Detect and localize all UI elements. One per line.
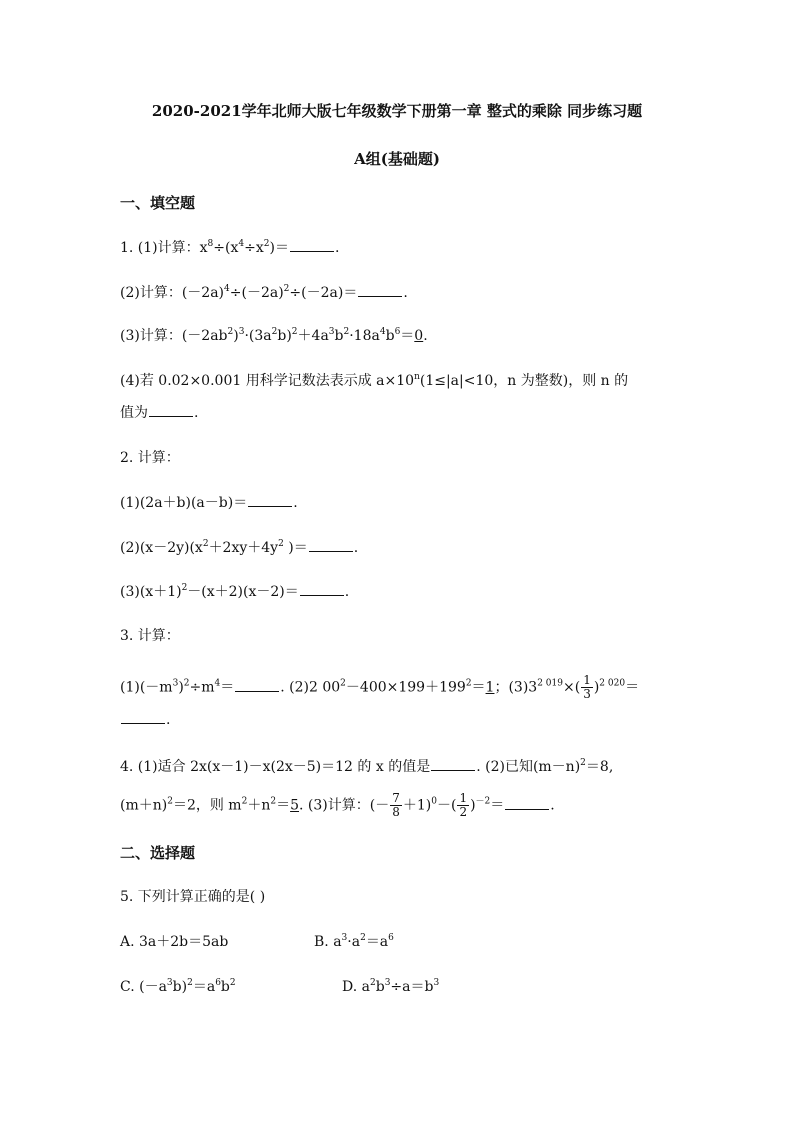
q3-line1: $(1)(-m^3)^2\div m^4=$ . (2)2 $00^2-400\times 199+199^2=1$；$(3)3^{2 019}\times$( $\frac{1}{3}$ )$^{2 020}$＝ (120, 673, 640, 701)
q1-part1: 1. (1)计算：$x^8\div(x^4\div x^2)=$ . (120, 239, 340, 256)
q5-option-d[interactable]: D. $a^2b^3\div a=b^3$ (342, 978, 440, 995)
section-multiple-choice: 二、选择题 (120, 844, 196, 862)
q5-option-b[interactable]: B. $a^3\cdot a^2=a^6$ (314, 933, 394, 950)
answer-blank[interactable] (149, 404, 193, 417)
section-fill-in: 一、填空题 (120, 194, 196, 212)
q2-heading: 2. 计算： (120, 450, 180, 466)
q5-heading: 5. 下列计算正确的是( ) (120, 889, 266, 905)
answer-blank[interactable] (290, 239, 334, 252)
q4-line1: 4. (1)适合 2x(x－1)－x(2x－5)＝12 的 x 的值是 . (2)已知$(m-n)^2=8$, (120, 758, 614, 775)
answer-blank[interactable] (121, 711, 165, 724)
q3-line2: . (120, 711, 170, 728)
q2-part1: (1)(2a＋b)(a－b)＝ . (120, 495, 298, 511)
filled-answer: 1 (485, 679, 495, 696)
fraction-one-third: $\frac{1}{3}$ (583, 673, 591, 701)
q1-part4-line1: (4)若 0.02×0.001 用科学记数法表示成 $a\times 10^n(1\le|a|<10$，n 为整数)，则 n 的 (120, 372, 629, 389)
answer-blank[interactable] (505, 797, 549, 810)
page-subtitle: A组(基础题) (354, 150, 440, 168)
page-title: 2020-2021学年北师大版七年级数学下册第一章 整式的乘除 同步练习题 (151, 102, 643, 120)
answer-blank[interactable] (248, 494, 292, 507)
q4-line2: $(m+n)^2=2$，则 $m^2+n^2=5$. (3)计算：(－ $\frac{7}{8}$ ＋1)$^0$－( $\frac{1}{2}$ )$^{-2}$＝ . (120, 791, 555, 819)
q5-option-a[interactable]: A. 3a＋2b＝5ab (120, 934, 229, 950)
filled-answer: 0 (414, 328, 424, 344)
q2-part2: $(2)(x-2y)(x^2+2xy+4y^2$ )＝ . (120, 539, 359, 556)
answer-blank[interactable] (431, 758, 475, 771)
answer-blank[interactable] (309, 539, 353, 552)
q3-heading: 3. 计算： (120, 628, 180, 644)
q1-part4-line2: 值为 . (120, 405, 199, 421)
answer-blank[interactable] (358, 284, 402, 297)
q1-part3: (3)计算：$(-2ab^2)^3\cdot(3a^2b)^2+4a^3b^2\cdot 18a^4b^6=0$. (120, 327, 428, 344)
fraction-seven-eighths: $\frac{7}{8}$ (392, 791, 400, 819)
q1-part2: (2)计算：$(-2a)^4\div(-2a)^2\div(-2a)=$ . (120, 284, 408, 301)
fraction-one-half: $\frac{1}{2}$ (459, 791, 468, 819)
q2-part3: $(3)(x+1)^2-(x+2)(x-2)=$ . (120, 583, 350, 600)
filled-answer: 5 (290, 797, 300, 814)
q5-option-c[interactable]: C. $(-a^3b)^2=a^6b^2$ (120, 978, 236, 995)
answer-blank[interactable] (235, 679, 279, 692)
answer-blank[interactable] (300, 583, 344, 596)
